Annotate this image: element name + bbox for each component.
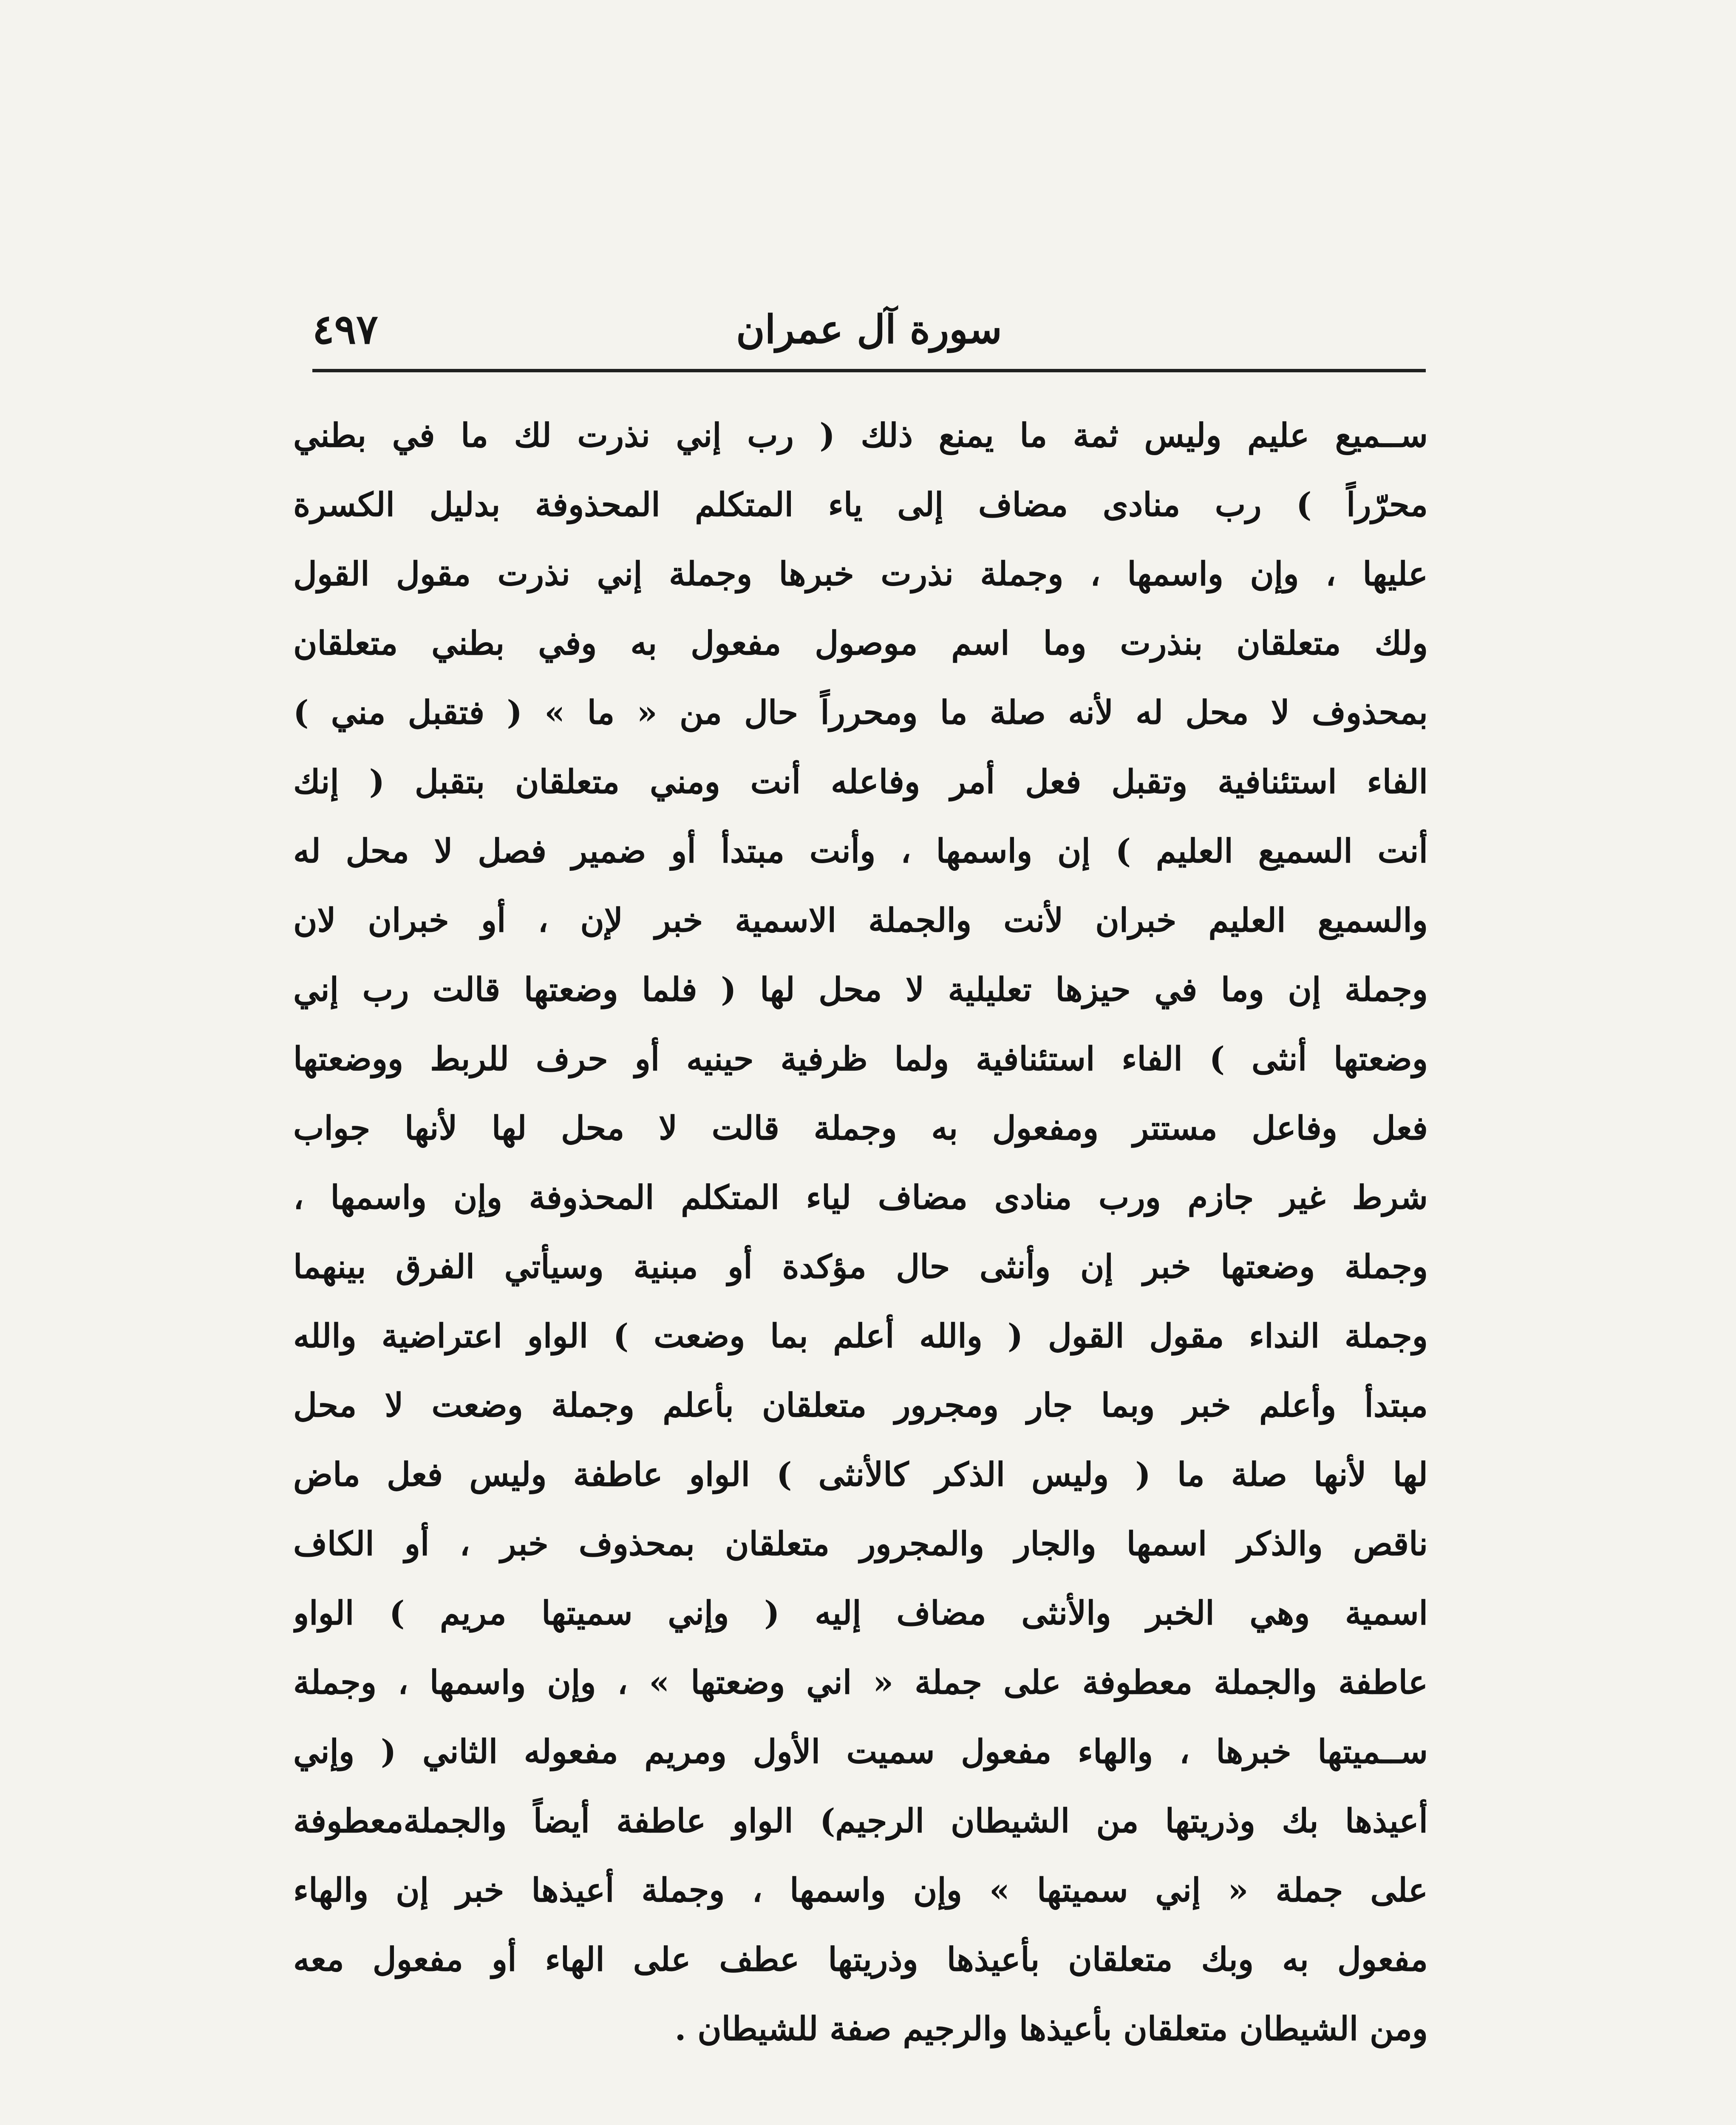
text-line: ســميتها خبرها ، والهاء مفعول سميت الأول ومريم مفعوله الثاني ( وإني bbox=[293, 1733, 1428, 1771]
text-line: ســميع عليم وليس ثمة ما يمنع ذلك ( رب إني نذرت لك ما في بطني bbox=[293, 416, 1428, 455]
text-line: بمحذوف لا محل له لأنه صلة ما ومحرراً حال من « ما » ( فتقبل مني ) bbox=[293, 694, 1428, 732]
text-line: عاطفة والجملة معطوفة على جملة « اني وضعتها » ، وإن واسمها ، وجملة bbox=[293, 1663, 1428, 1702]
text-line: فعل وفاعل مستتر ومفعول به وجملة قالت لا محل لها لأنها جواب bbox=[293, 1109, 1428, 1148]
text-line: مفعول به وبك متعلقان بأعيذها وذريتها عطف على الهاء أو مفعول معه bbox=[293, 1941, 1428, 1979]
text-line: ناقص والذكر اسمها والجار والمجرور متعلقان بمحذوف خبر ، أو الكاف bbox=[293, 1525, 1428, 1563]
header-divider bbox=[312, 369, 1426, 372]
text-line: والسميع العليم خبران لأنت والجملة الاسمية خبر لإن ، أو خبران لان bbox=[293, 901, 1428, 940]
text-line: محرّراً ) رب منادى مضاف إلى ياء المتكلم المحذوفة بدليل الكسرة bbox=[293, 486, 1428, 524]
body-text bbox=[293, 404, 1428, 2066]
text-line: أعيذها بك وذريتها من الشيطان الرجيم) الواو عاطفة أيضاً والجملةمعطوفة bbox=[293, 1802, 1428, 1840]
text-line: ولك متعلقان بنذرت وما اسم موصول مفعول به وفي بطني متعلقان bbox=[293, 624, 1428, 663]
text-line: شرط غير جازم ورب منادى مضاف لياء المتكلم المحذوفة وإن واسمها ، bbox=[293, 1179, 1428, 1217]
text-line: وجملة وضعتها خبر إن وأنثى حال مؤكدة أو مبنية وسيأتي الفرق بينهما bbox=[293, 1248, 1428, 1286]
text-line: اسمية وهي الخبر والأنثى مضاف إليه ( وإني سميتها مريم ) الواو bbox=[293, 1594, 1428, 1632]
text-line: وجملة إن وما في حيزها تعليلية لا محل لها ( فلما وضعتها قالت رب إني bbox=[293, 971, 1428, 1009]
page-header bbox=[312, 298, 1426, 370]
text-line: أنت السميع العليم ) إن واسمها ، وأنت مبتدأ أو ضمير فصل لا محل له bbox=[293, 832, 1428, 870]
text-line: عليها ، وإن واسمها ، وجملة نذرت خبرها وجملة إني نذرت مقول القول bbox=[293, 555, 1428, 593]
text-line: ومن الشيطان متعلقان بأعيذها والرجيم صفة للشيطان . bbox=[674, 2010, 1428, 2048]
page-number: ٤٩٧ bbox=[312, 305, 378, 353]
text-line: مبتدأ وأعلم خبر وبما جار ومجرور متعلقان بأعلم وجملة وضعت لا محل bbox=[293, 1386, 1428, 1425]
text-line: على جملة « إني سميتها » وإن واسمها ، وجملة أعيذها خبر إن والهاء bbox=[293, 1871, 1428, 1910]
text-line: لها لأنها صلة ما ( وليس الذكر كالأنثى ) الواو عاطفة وليس فعل ماض bbox=[293, 1456, 1428, 1494]
text-line: الفاء استئنافية وتقبل فعل أمر وفاعله أنت ومني متعلقان بتقبل ( إنك bbox=[293, 763, 1428, 801]
text-line: وجملة النداء مقول القول ( والله أعلم بما وضعت ) الواو اعتراضية والله bbox=[293, 1317, 1428, 1355]
surah-title: سورة آل عمران bbox=[736, 306, 1002, 352]
text-line: وضعتها أنثى ) الفاء استئنافية ولما ظرفية حينيه أو حرف للربط ووضعتها bbox=[293, 1040, 1428, 1078]
